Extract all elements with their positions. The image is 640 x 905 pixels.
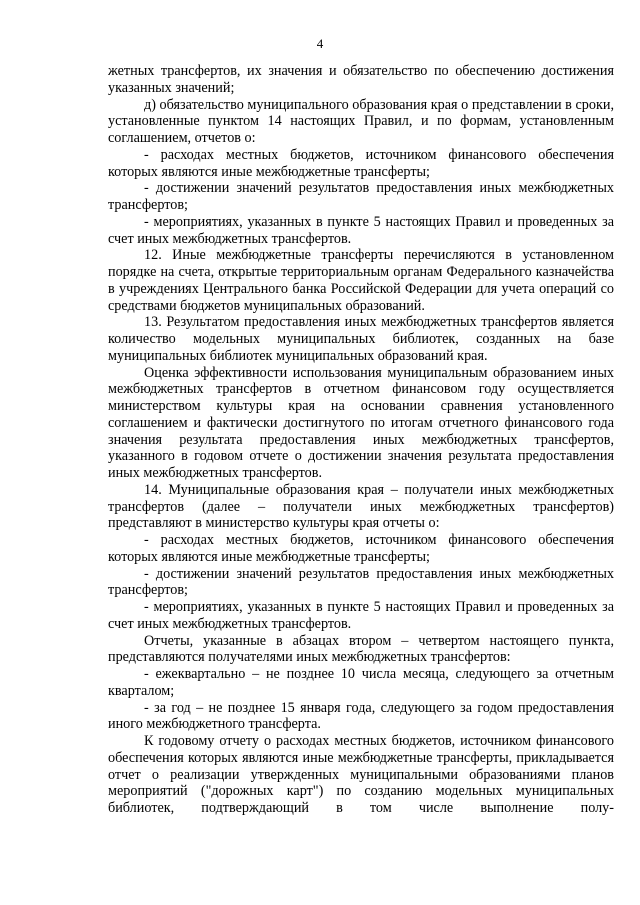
paragraph-reports: Отчеты, указанные в абзацах втором – четвертом настоящего пункта, представляются получателями иных межбюджетных трансфертов: bbox=[108, 632, 614, 666]
paragraph-item-d: д) обязательство муниципального образования края о представлении в сроки, установленные пунктом 14 настоящих Правил, и по формам, установленным соглашением, отчетов о: bbox=[108, 96, 614, 146]
document-body bbox=[108, 63, 614, 817]
paragraph-efficiency: Оценка эффективности использования муниципальным образованием иных межбюджетных трансфертов в отчетном финансовом году осуществляется министерством культуры края на основании сравнения установленного соглашением и фактически достигнутого по итогам отчетного финансового года значения результата предоставления иных межбюджетных трансфертов, указанного в годовом отчете о достижении значения результата предоставления иных межбюджетных трансфертов. bbox=[108, 364, 614, 481]
list-item-annual: - за год – не позднее 15 января года, следующего за годом предоставления иного межбюджетного трансферта. bbox=[108, 699, 614, 733]
list-item-results: - достижении значений результатов предоставления иных межбюджетных трансфертов; bbox=[108, 180, 614, 213]
paragraph-annual-report: К годовому отчету о расходах местных бюджетов, источником финансового обеспечения которых являются иные межбюджетные трансферты, прикладывается отчет о реализации утвержденных муниципальными образованиями планов мероприятий ("дорожных карт") по созданию модельных муниципальных библиотек, подтверждающий в том числе выполнение полу- bbox=[108, 733, 614, 816]
list-item-expenses: - расходах местных бюджетов, источником финансового обеспечения которых являются иные межбюджетные трансферты; bbox=[108, 532, 614, 565]
paragraph-clause-13: 13. Результатом предоставления иных межбюджетных трансфертов является количество модельных муниципальных библиотек, созданных на базе муниципальных библиотек муниципальных образований края. bbox=[108, 314, 614, 364]
list-item-activities: - мероприятиях, указанных в пункте 5 настоящих Правил и проведенных за счет иных межбюджетных трансфертов. bbox=[108, 213, 614, 247]
page-number: 4 bbox=[316, 36, 324, 51]
list-item-expenses: - расходах местных бюджетов, источником финансового обеспечения которых являются иные межбюджетные трансферты; bbox=[108, 146, 614, 180]
paragraph-clause-14: 14. Муниципальные образования края – получатели иных межбюджетных трансфертов (далее – получатели иных межбюджетных трансфертов) представляют в министерство культуры края отчеты о: bbox=[108, 481, 614, 532]
list-item-activities: - мероприятиях, указанных в пункте 5 настоящих Правил и проведенных за счет иных межбюджетных трансфертов. bbox=[108, 599, 614, 632]
list-item-quarterly: - ежеквартально – не позднее 10 числа месяца, следующего за отчетным кварталом; bbox=[108, 666, 614, 699]
paragraph-continuation: жетных трансфертов, их значения и обязательство по обеспечению достижения указанных значений; bbox=[108, 63, 614, 96]
paragraph-clause-12: 12. Иные межбюджетные трансферты перечисляются в установленном порядке на счета, открытые территориальным органам Федерального казначейства в учреждениях Центрального банка Российской Федерации для учета операций со средствами бюджетов муниципальных образований. bbox=[108, 247, 614, 314]
list-item-results: - достижении значений результатов предоставления иных межбюджетных трансфертов; bbox=[108, 565, 614, 599]
